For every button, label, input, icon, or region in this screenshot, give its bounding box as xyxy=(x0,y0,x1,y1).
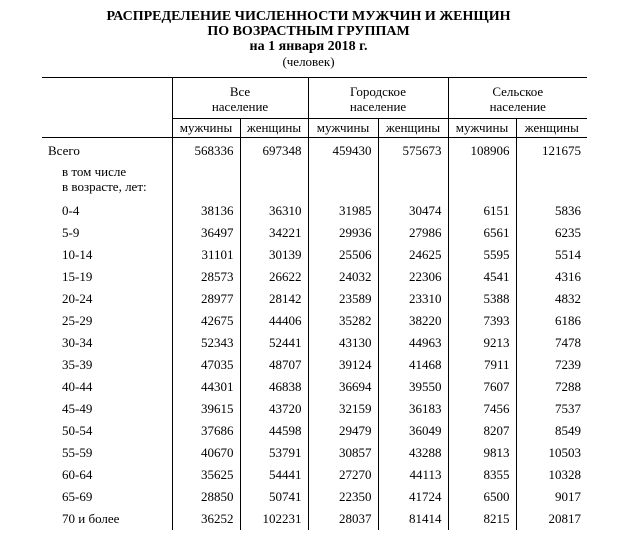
table-cell: 4832 xyxy=(516,288,587,310)
table-cell: 459430 xyxy=(308,138,378,165)
table-cell: 108906 xyxy=(448,138,516,165)
table-cell: 10503 xyxy=(516,442,587,464)
header-women: женщины xyxy=(516,119,587,138)
table-cell: 9213 xyxy=(448,332,516,354)
table-cell: 6235 xyxy=(516,222,587,244)
empty-cell xyxy=(172,164,240,200)
table-cell: 31101 xyxy=(172,244,240,266)
table-cell: 44301 xyxy=(172,376,240,398)
table-cell: 22350 xyxy=(308,486,378,508)
age-group-label: 65-69 xyxy=(62,489,93,504)
table-row xyxy=(42,376,587,398)
table-cell: 7393 xyxy=(448,310,516,332)
table-cell: 53791 xyxy=(240,442,308,464)
table-cell: 30139 xyxy=(240,244,308,266)
header-group-urban-line2: население xyxy=(349,99,407,114)
table-cell: 23310 xyxy=(378,288,448,310)
header-group-row xyxy=(42,78,587,119)
header-women: женщины xyxy=(378,119,448,138)
table-cell: 6186 xyxy=(516,310,587,332)
header-women: женщины xyxy=(240,119,308,138)
table-cell: 31985 xyxy=(308,200,378,222)
table-cell: 32159 xyxy=(308,398,378,420)
table-cell: 7456 xyxy=(448,398,516,420)
table-cell: 37686 xyxy=(172,420,240,442)
table-row xyxy=(42,508,587,530)
population-table xyxy=(42,77,587,530)
header-group-urban xyxy=(308,78,448,119)
header-group-all-line2: население xyxy=(211,99,269,114)
table-cell: 7478 xyxy=(516,332,587,354)
table-cell: 36183 xyxy=(378,398,448,420)
table-cell: 27270 xyxy=(308,464,378,486)
table-cell: 575673 xyxy=(378,138,448,165)
age-group-label: 70 и более xyxy=(62,511,120,526)
age-group-label: 0-4 xyxy=(62,203,80,218)
table-cell: 5388 xyxy=(448,288,516,310)
table-cell: 29936 xyxy=(308,222,378,244)
age-group-label: 20-24 xyxy=(62,291,93,306)
age-group-label: 45-49 xyxy=(62,401,93,416)
table-cell: 7239 xyxy=(516,354,587,376)
table-cell: 6151 xyxy=(448,200,516,222)
table-cell: 36310 xyxy=(240,200,308,222)
header-corner xyxy=(42,78,172,138)
header-men: мужчины xyxy=(448,119,516,138)
table-cell: 697348 xyxy=(240,138,308,165)
table-cell: 44963 xyxy=(378,332,448,354)
age-group-label: 40-44 xyxy=(62,379,93,394)
table-row xyxy=(42,442,587,464)
table-cell: 47035 xyxy=(172,354,240,376)
table-cell: 29479 xyxy=(308,420,378,442)
empty-cell xyxy=(378,164,448,200)
table-cell: 28850 xyxy=(172,486,240,508)
table-row xyxy=(42,200,587,222)
table-title-line-2: ПО ВОЗРАСТНЫМ ГРУППАМ xyxy=(207,24,410,39)
table-row xyxy=(42,464,587,486)
table-row xyxy=(42,354,587,376)
table-cell: 8355 xyxy=(448,464,516,486)
table-cell: 26622 xyxy=(240,266,308,288)
table-cell: 4541 xyxy=(448,266,516,288)
table-cell: 8215 xyxy=(448,508,516,530)
table-cell: 5836 xyxy=(516,200,587,222)
header-men: мужчины xyxy=(172,119,240,138)
note-row xyxy=(42,164,587,200)
table-cell: 22306 xyxy=(378,266,448,288)
header-group-urban-line1: Городское xyxy=(350,84,406,99)
table-cell: 30474 xyxy=(378,200,448,222)
table-cell: 9017 xyxy=(516,486,587,508)
note-line2: в возрасте, лет: xyxy=(62,179,147,194)
table-cell: 28037 xyxy=(308,508,378,530)
total-label: Всего xyxy=(48,143,80,158)
table-cell: 54441 xyxy=(240,464,308,486)
table-cell: 24625 xyxy=(378,244,448,266)
table-row xyxy=(42,310,587,332)
table-cell: 24032 xyxy=(308,266,378,288)
table-cell: 8207 xyxy=(448,420,516,442)
table-cell: 28142 xyxy=(240,288,308,310)
table-cell: 38136 xyxy=(172,200,240,222)
table-cell: 44598 xyxy=(240,420,308,442)
table-cell: 48707 xyxy=(240,354,308,376)
age-group-label: 15-19 xyxy=(62,269,93,284)
table-cell: 6561 xyxy=(448,222,516,244)
note-label xyxy=(42,164,172,200)
table-cell: 121675 xyxy=(516,138,587,165)
table-title-date: на 1 января 2018 г. xyxy=(249,39,368,54)
table-row xyxy=(42,486,587,508)
table-cell: 9813 xyxy=(448,442,516,464)
age-group-label: 60-64 xyxy=(62,467,93,482)
table-cell: 40670 xyxy=(172,442,240,464)
table-title-line-1: РАСПРЕДЕЛЕНИЕ ЧИСЛЕННОСТИ МУЖЧИН И ЖЕНЩИН xyxy=(106,9,511,24)
table-cell: 52441 xyxy=(240,332,308,354)
table-cell: 36049 xyxy=(378,420,448,442)
table-cell: 30857 xyxy=(308,442,378,464)
age-group-label: 50-54 xyxy=(62,423,93,438)
age-group-label: 10-14 xyxy=(62,247,93,262)
table-cell: 43288 xyxy=(378,442,448,464)
table-row xyxy=(42,332,587,354)
table-cell: 7607 xyxy=(448,376,516,398)
table-cell: 43720 xyxy=(240,398,308,420)
table-cell: 39550 xyxy=(378,376,448,398)
table-cell: 35282 xyxy=(308,310,378,332)
table-cell: 7288 xyxy=(516,376,587,398)
age-group-label: 25-29 xyxy=(62,313,93,328)
age-group-label: 5-9 xyxy=(62,225,80,240)
table-cell: 39124 xyxy=(308,354,378,376)
age-group-label: 35-39 xyxy=(62,357,93,372)
table-cell: 10328 xyxy=(516,464,587,486)
table-row xyxy=(42,244,587,266)
table-units: (человек) xyxy=(282,54,335,69)
table-cell: 23589 xyxy=(308,288,378,310)
table-cell: 46838 xyxy=(240,376,308,398)
table-cell: 20817 xyxy=(516,508,587,530)
table-cell: 8549 xyxy=(516,420,587,442)
header-group-rural-line2: население xyxy=(489,99,546,114)
table-cell: 7911 xyxy=(448,354,516,376)
table-cell: 39615 xyxy=(172,398,240,420)
empty-cell xyxy=(448,164,516,200)
table-cell: 25506 xyxy=(308,244,378,266)
table-cell: 34221 xyxy=(240,222,308,244)
table-cell: 36497 xyxy=(172,222,240,244)
table-cell: 7537 xyxy=(516,398,587,420)
header-group-all-line1: Все xyxy=(229,84,251,99)
note-line1: в том числе xyxy=(62,164,127,179)
header-group-rural xyxy=(448,78,587,119)
table-cell: 5514 xyxy=(516,244,587,266)
table-cell: 35625 xyxy=(172,464,240,486)
age-group-label: 55-59 xyxy=(62,445,93,460)
table-row xyxy=(42,398,587,420)
age-group-label: 30-34 xyxy=(62,335,93,350)
table-cell: 38220 xyxy=(378,310,448,332)
table-cell: 4316 xyxy=(516,266,587,288)
table-cell: 28977 xyxy=(172,288,240,310)
table-cell: 36252 xyxy=(172,508,240,530)
table-cell: 41468 xyxy=(378,354,448,376)
table-row xyxy=(42,222,587,244)
table-cell: 6500 xyxy=(448,486,516,508)
header-group-rural-line1: Сельское xyxy=(492,84,544,99)
table-row xyxy=(42,266,587,288)
table-cell: 81414 xyxy=(378,508,448,530)
table-cell: 43130 xyxy=(308,332,378,354)
table-cell: 52343 xyxy=(172,332,240,354)
empty-cell xyxy=(516,164,587,200)
table-cell: 5595 xyxy=(448,244,516,266)
table-cell: 42675 xyxy=(172,310,240,332)
table-cell: 41724 xyxy=(378,486,448,508)
table-row xyxy=(42,288,587,310)
table-cell: 50741 xyxy=(240,486,308,508)
empty-cell xyxy=(308,164,378,200)
table-row xyxy=(42,420,587,442)
table-cell: 44406 xyxy=(240,310,308,332)
table-cell: 27986 xyxy=(378,222,448,244)
total-row xyxy=(42,138,587,165)
table-cell: 102231 xyxy=(240,508,308,530)
table-cell: 568336 xyxy=(172,138,240,165)
table-cell: 36694 xyxy=(308,376,378,398)
table-cell: 44113 xyxy=(378,464,448,486)
header-men: мужчины xyxy=(308,119,378,138)
header-group-all xyxy=(172,78,308,119)
empty-cell xyxy=(240,164,308,200)
table-cell: 28573 xyxy=(172,266,240,288)
